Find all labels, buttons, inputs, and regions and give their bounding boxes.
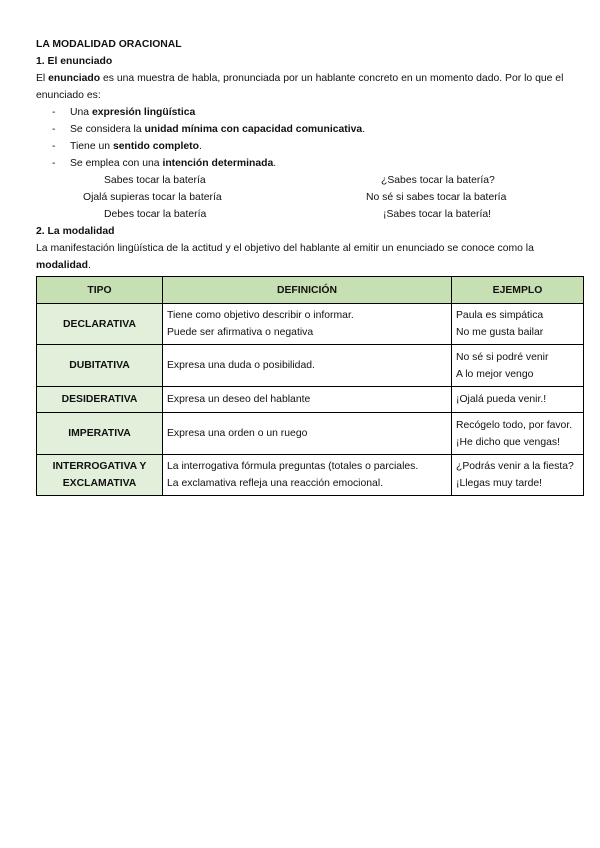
section-2-heading: 2. La modalidad (36, 226, 115, 237)
example-right: ¡Sabes tocar la batería! (383, 209, 492, 220)
bullet-item: - Una expresión lingüística (36, 104, 584, 121)
ejemplo-cell: Paula es simpática No me gusta bailar (452, 304, 584, 345)
definicion-cell: Expresa un deseo del hablante (163, 387, 452, 413)
section-2-intro: La manifestación lingüística de la actitud y el objetivo del hablante al emitir un enunciado se conoce como la modalidad. (36, 243, 534, 271)
table-row (37, 455, 584, 496)
ejemplo-cell: ¿Podrás venir a la fiesta? ¡Llegas muy tarde! (452, 455, 584, 496)
example-left: Ojalá supieras tocar la batería (83, 192, 222, 203)
tipo-cell: IMPERATIVA (37, 413, 163, 455)
tipo-cell: DECLARATIVA (37, 304, 163, 345)
ejemplo-cell: Recógelo todo, por favor. ¡He dicho que vengas! (452, 413, 584, 455)
example-left: Debes tocar la batería (104, 209, 207, 220)
header-tipo: TIPO (37, 277, 163, 304)
table-row (37, 304, 584, 345)
definicion-cell: Expresa una duda o posibilidad. (163, 345, 452, 387)
definicion-cell: Tiene como objetivo describir o informar. Puede ser afirmativa o negativa (163, 304, 452, 345)
enunciado-bullet-list (36, 104, 584, 172)
example-sentences (36, 172, 584, 223)
bullet-item: - Se considera la unidad mínima con capacidad comunicativa. (36, 121, 584, 138)
definicion-cell: Expresa una orden o un ruego (163, 413, 452, 455)
bullet-item: - Tiene un sentido completo. (36, 138, 584, 155)
intro-bold-word: enunciado (48, 73, 101, 84)
table-row (37, 345, 584, 387)
table-row (37, 413, 584, 455)
intro-pre: El (36, 73, 49, 84)
document-content (36, 36, 584, 496)
header-ejemplo: EJEMPLO (452, 277, 584, 304)
bullet-item: - Se emplea con una intención determinada. (36, 155, 584, 172)
definicion-cell: La interrogativa fórmula preguntas (totales o parciales. La exclamativa refleja una reacción emocional. (163, 455, 452, 496)
tipo-cell: DESIDERATIVA (37, 387, 163, 413)
tipo-cell: DUBITATIVA (37, 345, 163, 387)
table-row (37, 387, 584, 413)
header-definicion: DEFINICIÓN (163, 277, 452, 304)
example-right: No sé si sabes tocar la batería (366, 192, 507, 203)
document-title: LA MODALIDAD ORACIONAL (36, 39, 182, 50)
modalidad-table (36, 276, 584, 496)
tipo-cell: INTERROGATIVA Y EXCLAMATIVA (37, 455, 163, 496)
ejemplo-cell: ¡Ojalá pueda venir.! (452, 387, 584, 413)
ejemplo-cell: No sé si podré venir A lo mejor vengo (452, 345, 584, 387)
table-header-row (37, 277, 584, 304)
section-1-heading: 1. El enunciado (36, 56, 113, 67)
example-left: Sabes tocar la batería (104, 175, 206, 186)
intro-post: es una muestra de habla, pronunciada por un hablante concreto en un momento dado. Por lo que el enunciado es: (36, 73, 564, 101)
section-1-intro (36, 70, 584, 104)
example-right: ¿Sabes tocar la batería? (381, 175, 495, 186)
